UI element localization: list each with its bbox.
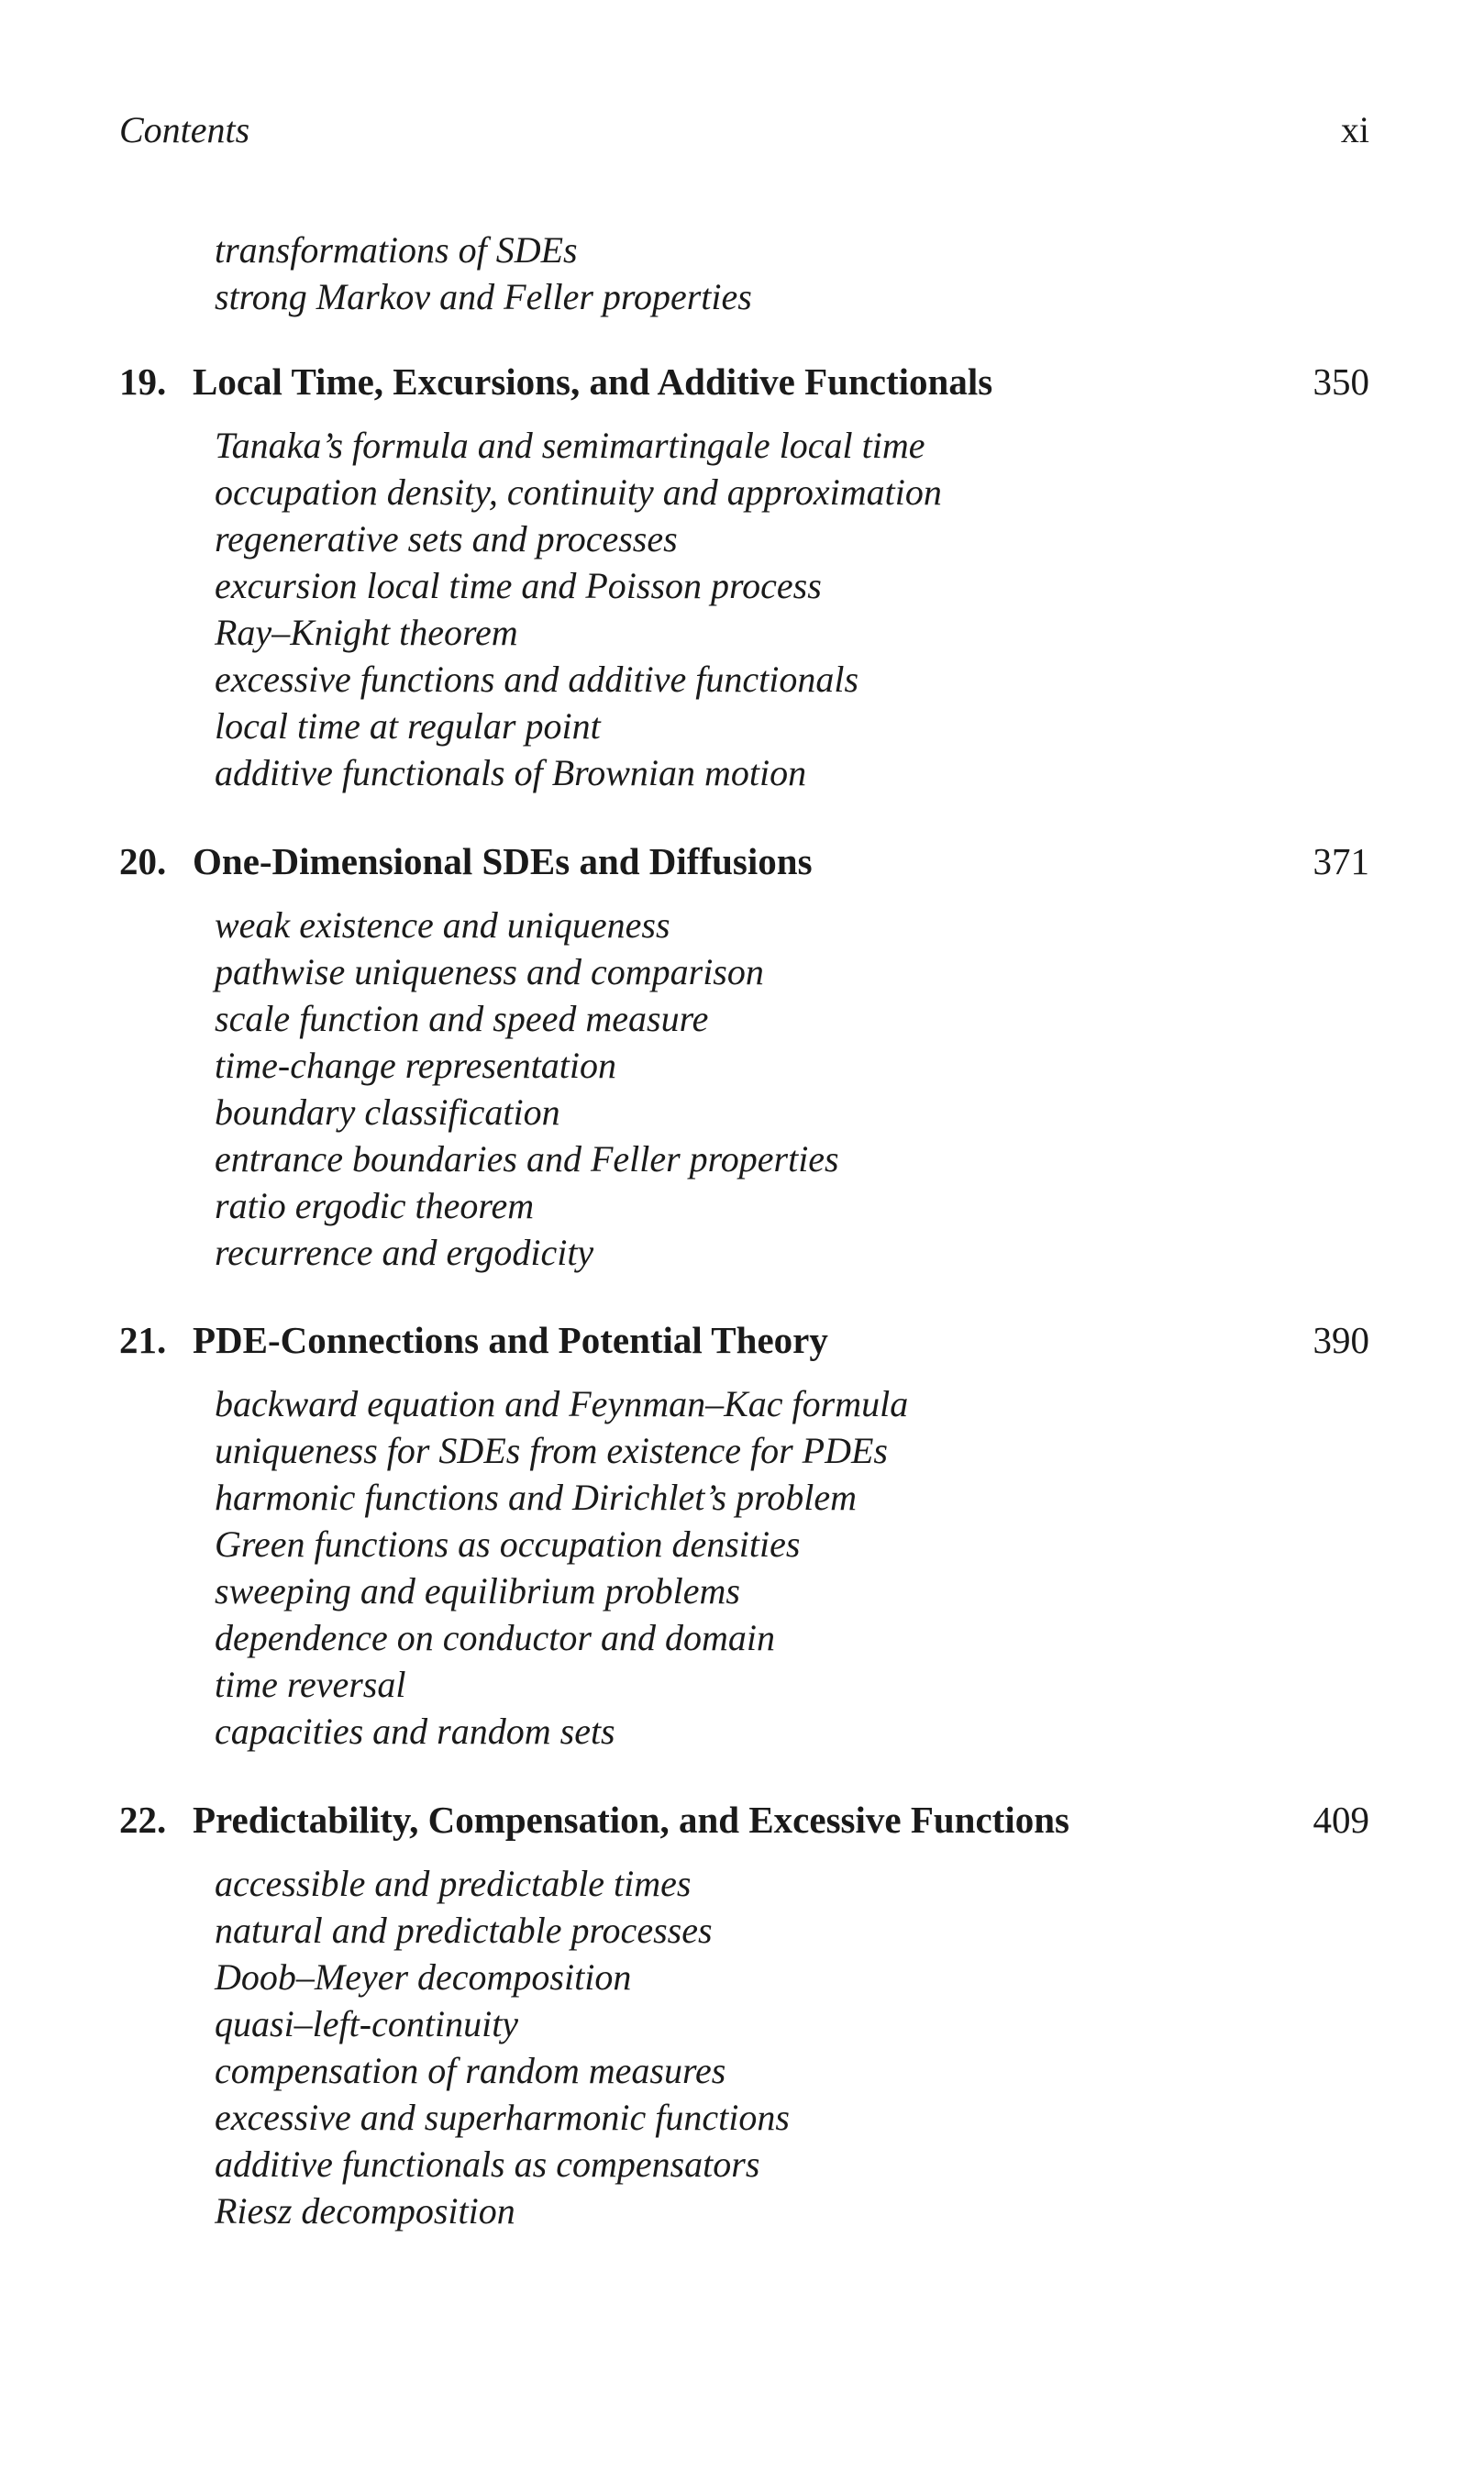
topic-item: additive functionals of Brownian motion — [215, 752, 807, 793]
topic-item: dependence on conductor and domain — [215, 1617, 775, 1658]
topic-item: regenerative sets and processes — [215, 518, 678, 559]
topic-item: boundary classification — [215, 1091, 560, 1133]
chapter-number: 20. — [119, 840, 167, 882]
topic-item: capacities and random sets — [215, 1711, 615, 1752]
chapter-19-entry — [119, 360, 1369, 796]
topic-item: Ray–Knight theorem — [215, 612, 518, 653]
running-head — [119, 108, 1369, 160]
topic-item: strong Markov and Feller properties — [215, 276, 752, 317]
chapter-number: 19. — [119, 360, 167, 403]
topic-item: quasi–left-continuity — [215, 2003, 519, 2044]
topic-item: backward equation and Feynman–Kac formula — [215, 1383, 909, 1424]
topic-item: pathwise uniqueness and comparison — [215, 951, 764, 992]
chapter-heading[interactable] — [119, 1318, 1369, 1375]
topic-item: compensation of random measures — [215, 2050, 726, 2091]
topic-item: Tanaka’s formula and semimartingale local time — [215, 425, 925, 466]
topic-item: recurrence and ergodicity — [215, 1232, 594, 1273]
topic-item: natural and predictable processes — [215, 1910, 713, 1951]
chapter-heading[interactable] — [119, 839, 1369, 896]
topic-item: occupation density, continuity and approximation — [215, 471, 942, 513]
chapter-number: 21. — [119, 1319, 167, 1361]
topic-item: ratio ergodic theorem — [215, 1185, 535, 1226]
topic-item: time-change representation — [215, 1045, 617, 1086]
chapter-topics — [215, 1380, 1369, 1755]
topic-item: Riesz decomposition — [215, 2190, 515, 2232]
topic-item: excessive functions and additive functionals — [215, 659, 859, 700]
chapter-page-number: 409 — [1312, 1799, 1369, 1841]
topic-item: sweeping and equilibrium problems — [215, 1570, 740, 1612]
topic-item: local time at regular point — [215, 705, 601, 747]
topic-item: entrance boundaries and Feller properties — [215, 1138, 839, 1180]
chapter-topics — [215, 902, 1369, 1276]
chapter-heading[interactable] — [119, 1798, 1369, 1855]
chapter-heading[interactable] — [119, 360, 1369, 416]
chapter-page-number: 350 — [1312, 360, 1369, 403]
running-head-title: Contents — [119, 109, 250, 150]
chapter-title: PDE-Connections and Potential Theory — [193, 1319, 828, 1361]
topic-item: excursion local time and Poisson process — [215, 565, 822, 606]
chapter-title: One-Dimensional SDEs and Diffusions — [193, 840, 813, 882]
chapter-21-entry — [119, 1318, 1369, 1755]
topic-item: Doob–Meyer decomposition — [215, 1956, 632, 1998]
running-head-page-number: xi — [1340, 109, 1369, 150]
topic-item: scale function and speed measure — [215, 998, 709, 1039]
topic-item: weak existence and uniqueness — [215, 904, 670, 946]
chapter-22-entry — [119, 1798, 1369, 2234]
chapter-topics — [215, 1860, 1369, 2234]
topic-item: transformations of SDEs — [215, 229, 578, 271]
chapter-page-number: 371 — [1312, 840, 1369, 882]
carryover-topics — [215, 227, 752, 320]
topic-item: excessive and superharmonic functions — [215, 2097, 790, 2138]
chapter-title: Predictability, Compensation, and Excessive Functions — [193, 1799, 1069, 1841]
topic-item: accessible and predictable times — [215, 1863, 692, 1904]
chapter-20-entry — [119, 839, 1369, 1276]
chapter-title: Local Time, Excursions, and Additive Functionals — [193, 360, 993, 403]
topic-item: uniqueness for SDEs from existence for PDEs — [215, 1430, 888, 1471]
topic-item: additive functionals as compensators — [215, 2143, 760, 2185]
chapter-number: 22. — [119, 1799, 167, 1841]
topic-item: harmonic functions and Dirichlet’s problem — [215, 1477, 857, 1518]
topic-item: time reversal — [215, 1664, 406, 1705]
chapter-topics — [215, 422, 1369, 796]
chapter-page-number: 390 — [1312, 1319, 1369, 1361]
topic-item: Green functions as occupation densities — [215, 1523, 801, 1565]
